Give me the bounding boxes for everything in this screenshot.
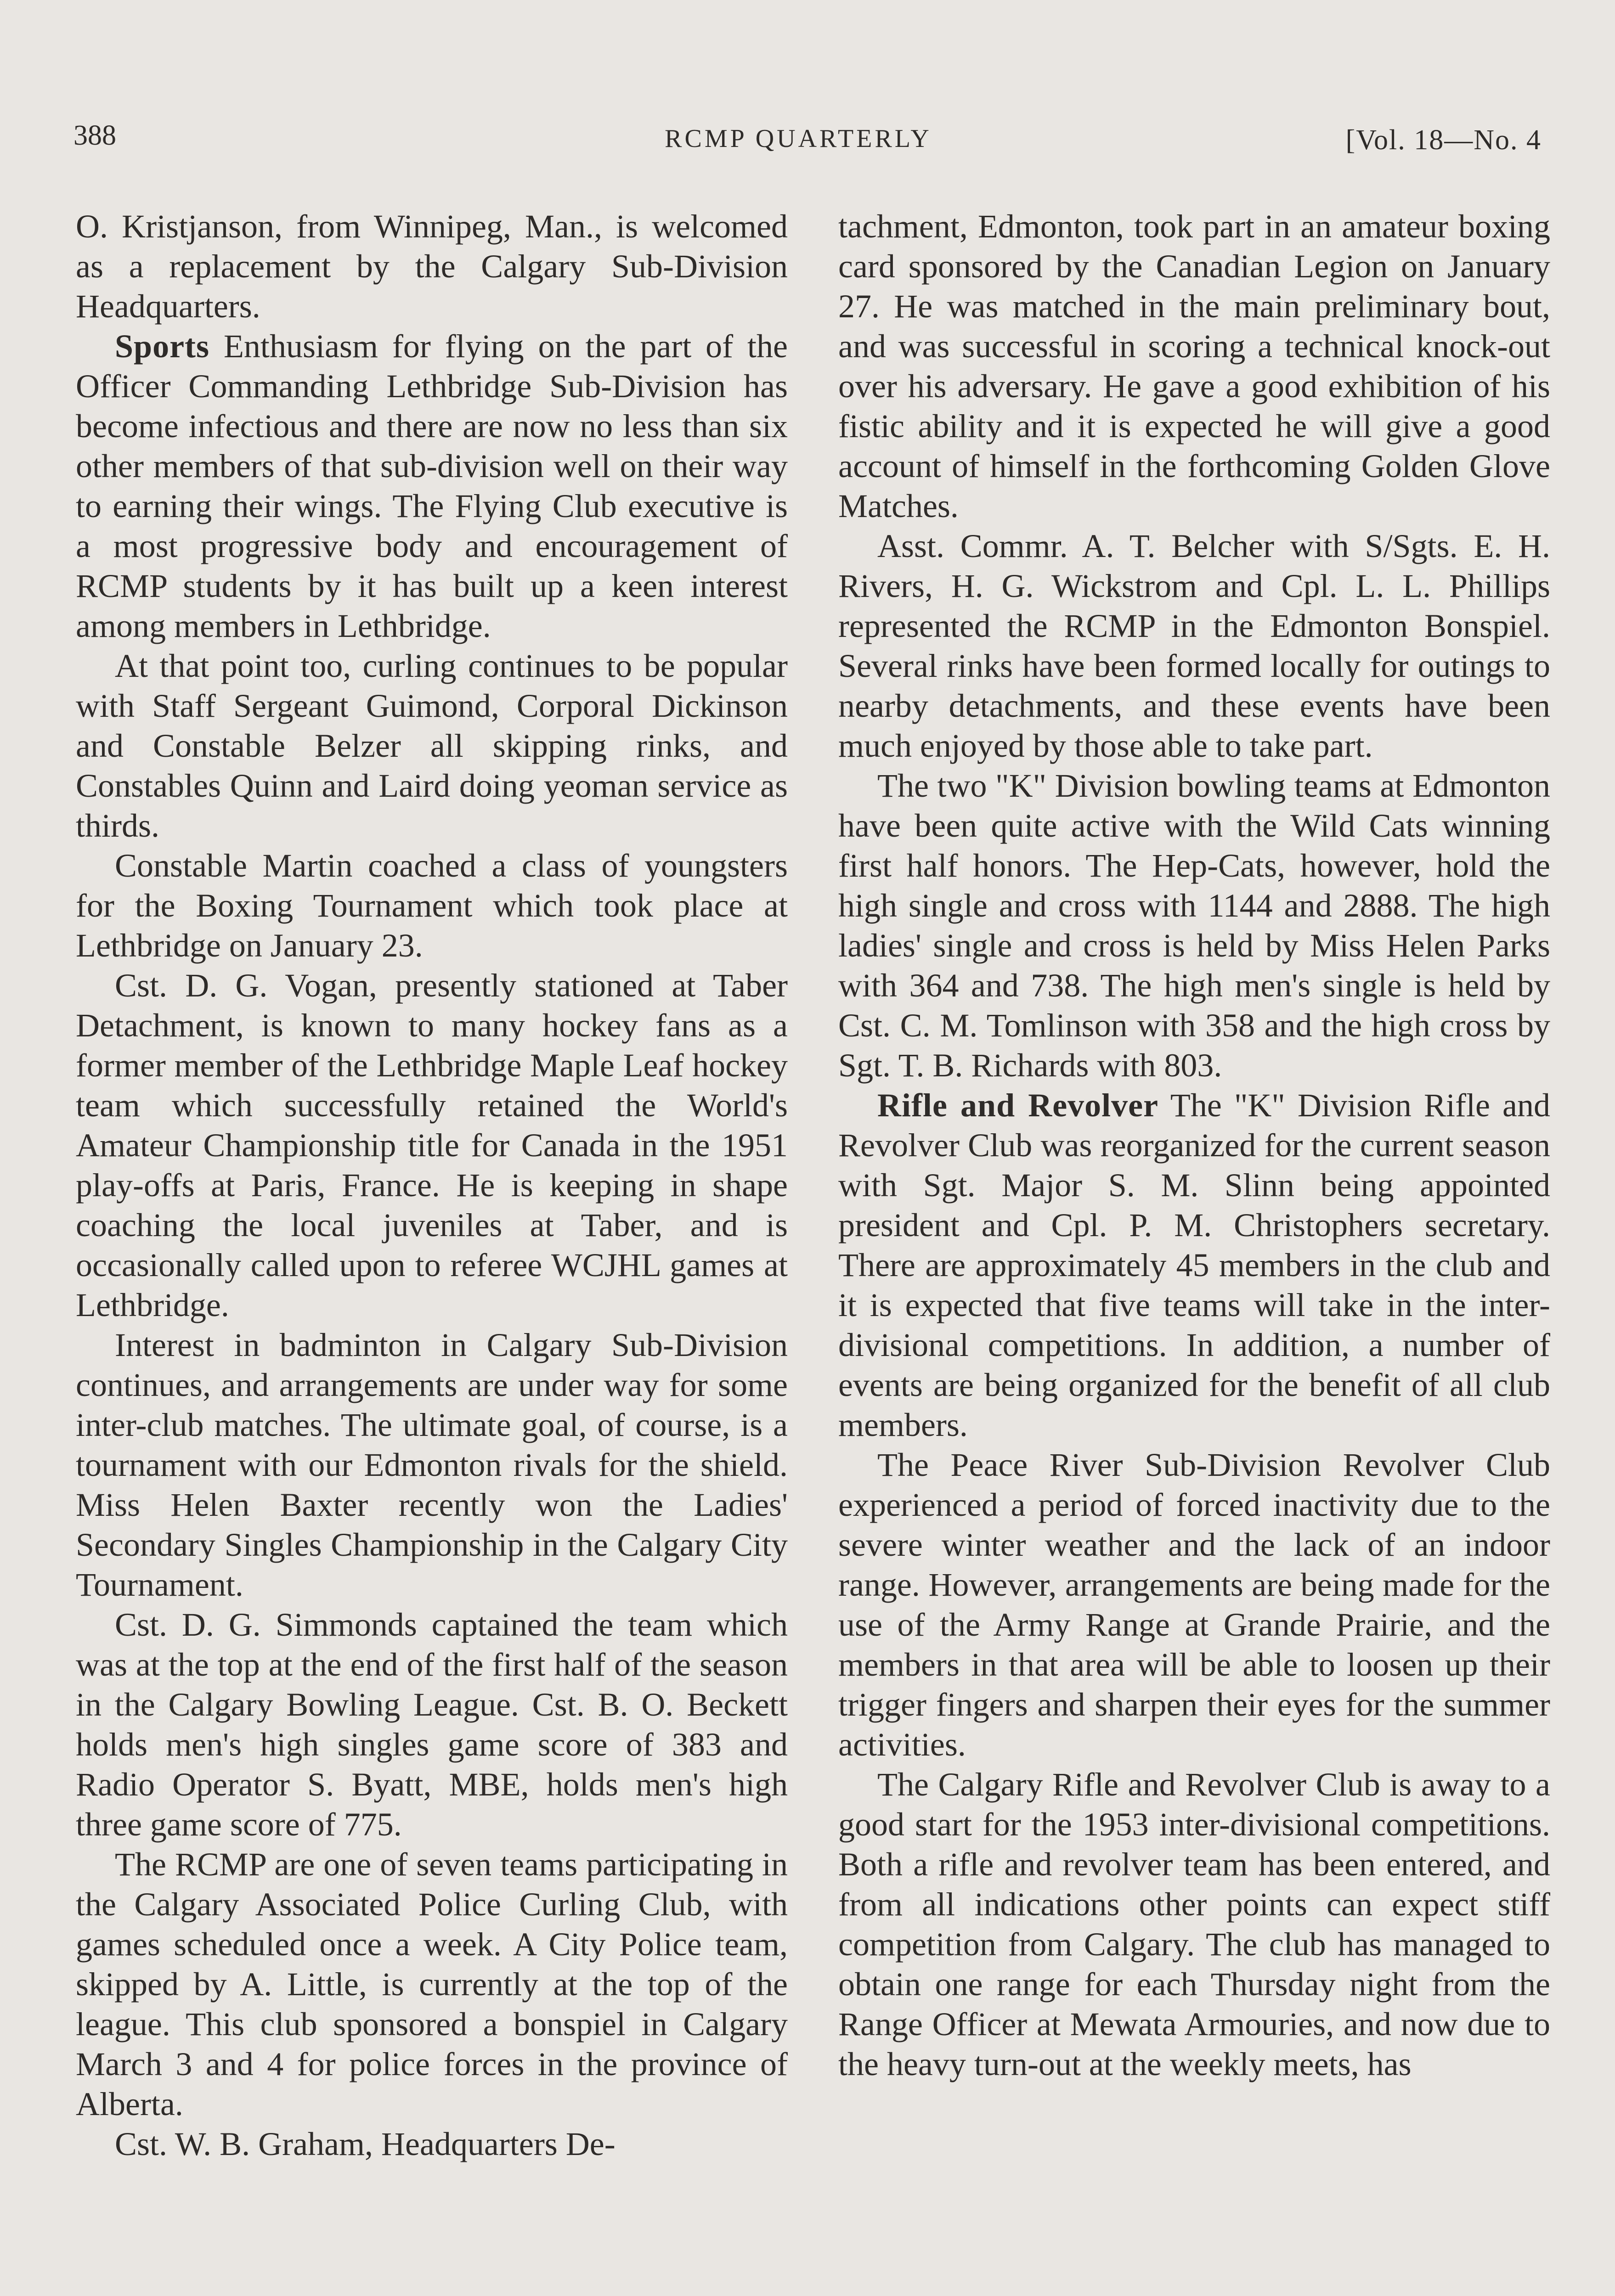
paragraph-text: tachment, Edmonton, took part in an amateur boxing card sponsored by the Canadian Legion on January 27. He was matched in the main preliminary bout, and was successful in scoring a technical knock-out over his adversary. He gave a good exhibition of his fistic ability and it is expected he will give a good account of himself in the forthcoming Golden Glove Matches.	[838, 208, 1550, 524]
paragraph	[838, 766, 1550, 1086]
section-heading: Rifle and Revolver	[877, 1087, 1159, 1124]
paragraph	[838, 1765, 1550, 2084]
paragraph	[76, 207, 788, 326]
paragraph	[76, 1605, 788, 1845]
page-number: 388	[73, 120, 116, 151]
paragraph-text: Asst. Commr. A. T. Belcher with S/Sgts. E. H. Rivers, H. G. Wickstrom and Cpl. L. L. Phillips represented the RCMP in the Edmonton Bonspiel. Several rinks have been formed locally for outings to nearby detachments, and these events have been much enjoyed by those able to take part.	[838, 528, 1550, 764]
paragraph	[76, 1325, 788, 1605]
paragraph-text: Interest in badminton in Calgary Sub-Division continues, and arrangements are under way for some inter-club matches. The ultimate goal, of course, is a tournament with our Edmonton rivals for the shield. Miss Helen Baxter recently won the Ladies' Secondary Singles Championship in the Calgary City Tournament.	[76, 1327, 788, 1603]
paragraph	[76, 646, 788, 846]
paragraph-text: The Calgary Rifle and Revolver Club is away to a good start for the 1953 inter-divisional competitions. Both a rifle and revolver team has been entered, and from all indications other points can expect stiff competition from Calgary. The club has managed to obtain one range for each Thursday night from the Range Officer at Mewata Armouries, and now due to the heavy turn-out at the weekly meets, has	[838, 1766, 1550, 2082]
paragraph	[76, 2124, 788, 2164]
running-title: RCMP QUARTERLY	[665, 124, 932, 153]
page-header	[55, 115, 1542, 161]
issue-label: [Vol. 18—No. 4	[1345, 124, 1542, 156]
right-column	[838, 207, 1550, 2084]
paragraph-text: Constable Martin coached a class of youngsters for the Boxing Tournament which took place at Lethbridge on January 23.	[76, 847, 788, 964]
paragraph-text: Cst. D. G. Simmonds captained the team which was at the top at the end of the first half of the season in the Calgary Bowling League. Cst. B. O. Beckett holds men's high singles game score of 383 and Radio Operator S. Byatt, MBE, holds men's high three game score of 775.	[76, 1606, 788, 1843]
paragraph	[76, 966, 788, 1325]
paragraph-text: Cst. D. G. Vogan, presently stationed at Taber Detachment, is known to many hockey fans as a former member of the Lethbridge Maple Leaf hockey team which successfully retained the World's Amateur Championship title for Canada in the 1951 play-offs at Paris, France. He is keeping in shape coaching the local juveniles at Taber, and is occasionally called upon to referee WCJHL games at Lethbridge.	[76, 967, 788, 1323]
paragraph-text: The "K" Division Rifle and Revolver Club was reorganized for the current season with Sgt. Major S. M. Slinn being appointed president and Cpl. P. M. Christophers secretary. There are approximately 45 members in the club and it is expected that five teams will take in the inter-divisional competitions. In addition, a number of events are being organized for the benefit of all club members.	[838, 1087, 1550, 1443]
section-heading: Sports	[115, 328, 210, 365]
paragraph-text: The RCMP are one of seven teams participating in the Calgary Associated Police Curling Club, with games scheduled once a week. A City Police team, skipped by A. Little, is currently at the top of the league. This club sponsored a bonspiel in Calgary March 3 and 4 for police forces in the province of Alberta.	[76, 1846, 788, 2122]
paragraph	[838, 1445, 1550, 1765]
paragraph-text: The Peace River Sub-Division Revolver Club experienced a period of forced inactivity due to the severe winter weather and the lack of an indoor range. However, arrangements are being made for the use of the Army Range at Grande Prairie, and the members in that area will be able to loosen up their trigger fingers and sharpen their eyes for the summer activities.	[838, 1446, 1550, 1763]
left-column	[76, 207, 788, 2164]
paragraph-text: Cst. W. B. Graham, Headquarters De-	[115, 2126, 616, 2162]
paragraph-text: At that point too, curling continues to be popular with Staff Sergeant Guimond, Corporal Dickinson and Constable Belzer all skipping rinks, and Constables Quinn and Laird doing yeoman service as thirds.	[76, 647, 788, 844]
paragraph-text: The two "K" Division bowling teams at Edmonton have been quite active with the Wild Cats winning first half honors. The Hep-Cats, however, hold the high single and cross with 1144 and 2888. The high ladies' single and cross is held by Miss Helen Parks with 364 and 738. The high men's single is held by Cst. C. M. Tomlinson with 358 and the high cross by Sgt. T. B. Richards with 803.	[838, 767, 1550, 1084]
paragraph-text: Enthusiasm for flying on the part of the Officer Commanding Lethbridge Sub-Division has become infectious and there are now no less than six other members of that sub-division well on their way to earning their wings. The Flying Club executive is a most progressive body and encouragement of RCMP students by it has built up a keen interest among members in Lethbridge.	[76, 328, 788, 644]
paragraph-text: O. Kristjanson, from Winnipeg, Man., is welcomed as a replacement by the Calgary Sub-Division Headquarters.	[76, 208, 788, 325]
paragraph	[76, 846, 788, 966]
paragraph	[76, 326, 788, 646]
paragraph	[838, 526, 1550, 766]
paragraph	[76, 1845, 788, 2124]
paragraph	[838, 207, 1550, 526]
paragraph	[838, 1086, 1550, 1445]
